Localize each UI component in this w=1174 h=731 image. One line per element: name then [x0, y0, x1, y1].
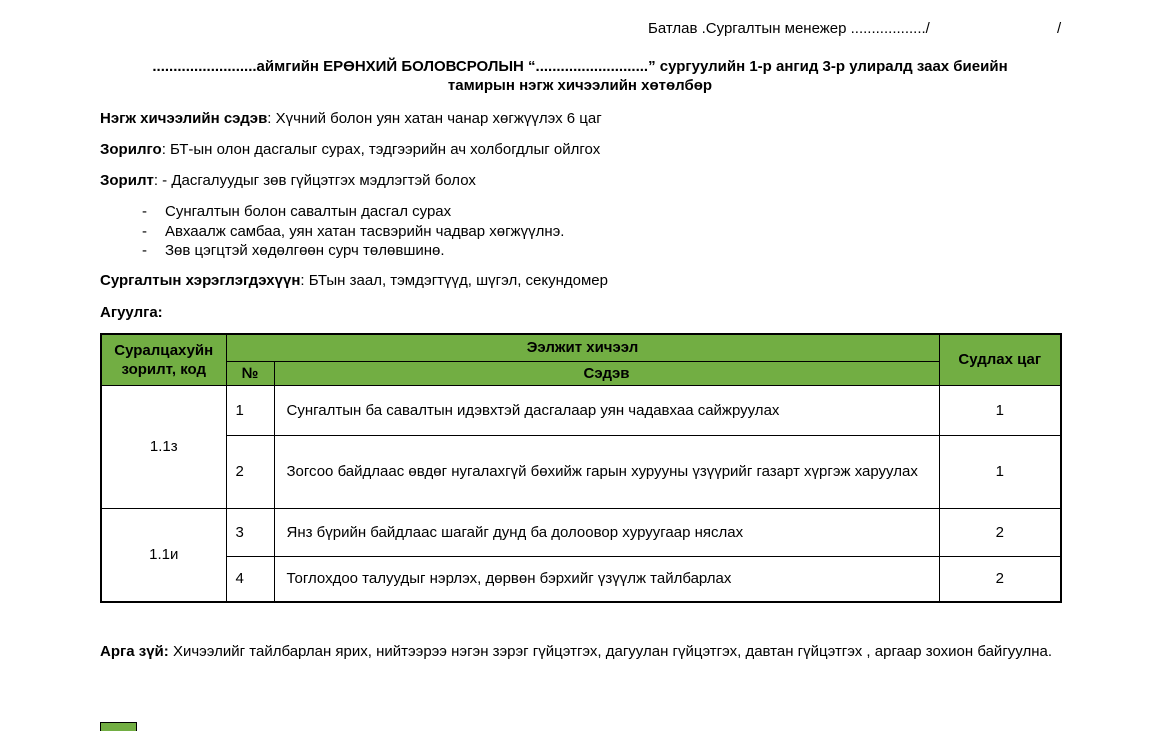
table-cell-num: 4 [226, 556, 274, 602]
method-text: Хичээлийг тайлбарлан ярих, нийтээрээ нэгэн зэрэг гүйцэтгэх, дагуулан гүйцэтгэх, давтан гүйцэтгэх , аргаар зохион байгуулна. [168, 643, 1053, 660]
table-cell-hours: 2 [939, 556, 1061, 602]
approval-slash: / [1057, 20, 1062, 37]
table-cell-topic: Сунгалтын ба савалтын идэвхтэй дасгалаар уян чадавхаа сайжруулах [274, 385, 939, 435]
bullet-text: Сунгалтын болон савалтын дасгал сурах [165, 203, 452, 220]
header-num: № [226, 361, 274, 385]
unit-topic-text: : Хүчний болон уян хатан чанар хөгжүүлэх 6 цаг [267, 110, 602, 127]
bullet-dash: - [142, 242, 147, 259]
table-cell-topic: Янз бүрийн байдлаас шагайг дунд ба долоовор хуруугаар няслах [274, 508, 939, 556]
unit-topic-label: Нэгж хичээлийн сэдэв [100, 110, 268, 127]
table-header-row-1 [101, 334, 1061, 361]
paragraph-unit-topic [100, 109, 1060, 128]
bullet-dash: - [142, 203, 147, 220]
bullet-text: Авхаалж самбаа, уян хатан тасвэрийн чадвар хөгжүүлнэ. [165, 222, 565, 240]
title-line-1: .........................аймгийн ЕРӨНХИЙ БОЛОВСРОЛЫН “...........................” сургуулийн 1-р ангид 3-р улиралд заах биеийн [152, 58, 1008, 75]
method-label: Арга зүй: [100, 643, 169, 660]
objective-label: Зорилт [100, 172, 154, 189]
goal-label: Зорилго [100, 141, 162, 158]
approval-line: Батлав .Сургалтын менежер ................../ [648, 20, 930, 37]
table-cell-code: 1.1з [101, 385, 226, 508]
objective-bullet-list [100, 202, 1060, 261]
next-page-table-edge [100, 722, 137, 731]
materials-label: Сургалтын хэрэглэгдэхүүн [100, 272, 301, 289]
paragraph-goal [100, 140, 1060, 159]
header-topic: Сэдэв [274, 361, 939, 385]
header-goal-code: Суралцахуйн зорилт, код [101, 334, 226, 385]
paragraph-method [100, 641, 1060, 663]
table-cell-topic: Зогсоо байдлаас өвдөг нугалахгүй бөхийж гарын хурууны үзүүрийг газарт хүргэж харуулах [274, 435, 939, 508]
table-cell-hours: 1 [939, 435, 1061, 508]
bullet-item [100, 202, 1060, 222]
document-title [100, 57, 1060, 95]
header-lessons: Ээлжит хичээл [226, 334, 939, 361]
table-cell-num: 1 [226, 385, 274, 435]
table-row [101, 435, 1061, 508]
materials-text: : БТын заал, тэмдэгтүүд, шүгэл, секундомер [300, 272, 608, 289]
title-line-2: тамирын нэгж хичээлийн хөтөлбөр [447, 77, 713, 94]
table-row [101, 385, 1061, 435]
paragraph-objective [100, 171, 1060, 190]
objective-text: : - Дасгалуудыг зөв гүйцэтгэх мэдлэгтэй болох [153, 172, 476, 189]
bullet-dash: - [142, 222, 147, 240]
lesson-table [100, 333, 1062, 603]
table-row [101, 556, 1061, 602]
table-cell-topic: Тоглохдоо талуудыг нэрлэх, дөрвөн бэрхийг үзүүлж тайлбарлах [274, 556, 939, 602]
table-cell-num: 3 [226, 508, 274, 556]
table-cell-hours: 2 [939, 508, 1061, 556]
table-cell-num: 2 [226, 435, 274, 508]
content-heading: Агуулга: [100, 304, 163, 321]
bullet-item [100, 241, 1060, 261]
bullet-item [100, 222, 1060, 242]
paragraph-materials [100, 271, 1060, 290]
table-cell-hours: 1 [939, 385, 1061, 435]
table-header-row-2 [101, 361, 1061, 385]
goal-text: : БТ-ын олон дасгалыг сурах, тэдгээрийн ач холбогдлыг ойлгох [161, 141, 601, 158]
table-cell-code: 1.1и [101, 508, 226, 602]
header-hours: Судлах цаг [939, 334, 1061, 385]
table-row [101, 508, 1061, 556]
bullet-text: Зөв цэгцтэй хөдөлгөөн сурч төлөвшинө. [165, 242, 445, 259]
